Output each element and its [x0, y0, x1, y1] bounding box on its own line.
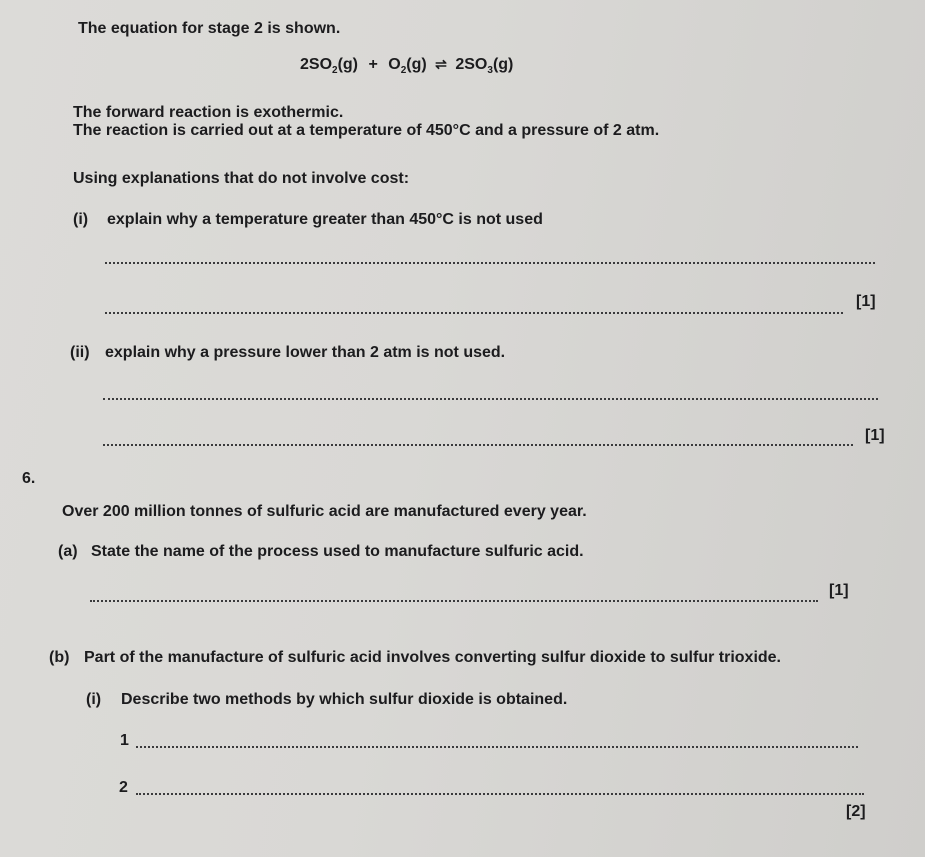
equilibrium-arrow: ⇌ — [435, 56, 447, 72]
question-6-intro: Over 200 million tonnes of sulfuric acid are manufactured every year. — [62, 503, 587, 520]
part-i-mark: [1] — [856, 293, 876, 310]
answer-line[interactable] — [105, 262, 875, 264]
part-b-question: Part of the manufacture of sulfuric acid involves converting sulfur dioxide to sulfur trioxide. — [84, 649, 781, 666]
answer-line[interactable] — [90, 600, 818, 602]
part-b-number: (b) — [49, 649, 70, 666]
part-i-number: (i) — [73, 211, 89, 228]
instruction-text: Using explanations that do not involve cost: — [73, 170, 410, 187]
part-ii-number: (ii) — [70, 344, 90, 361]
part-a-number: (a) — [58, 543, 78, 560]
exothermic-statement: The forward reaction is exothermic. — [73, 104, 344, 121]
stage2-intro: The equation for stage 2 is shown. — [78, 20, 341, 37]
eq-reactant-1: $2SO_2(g)$ — [300, 56, 359, 77]
answer-line[interactable] — [136, 793, 864, 795]
part-b-i-question: Describe two methods by which sulfur dioxide is obtained. — [121, 691, 568, 708]
answer-line[interactable] — [103, 398, 878, 400]
eq-reactant-2: $O_2(g)$ — [388, 56, 427, 77]
part-b-i-number: (i) — [86, 691, 102, 708]
answer-1-label: 1 — [120, 732, 129, 749]
chemical-equation — [300, 56, 513, 76]
part-a-question: State the name of the process used to manufacture sulfuric acid. — [91, 543, 584, 560]
answer-line[interactable] — [136, 746, 858, 748]
eq-product: $2SO_3(g)$ — [455, 56, 514, 77]
conditions-statement: The reaction is carried out at a temperature of 450°C and a pressure of 2 atm. — [73, 122, 660, 139]
eq-plus: + — [368, 56, 378, 73]
question-6-number: 6. — [22, 470, 36, 487]
part-b-i-mark: [2] — [846, 803, 866, 820]
part-ii-question: explain why a pressure lower than 2 atm is not used. — [105, 344, 506, 361]
part-i-question: explain why a temperature greater than 450°C is not used — [107, 211, 543, 228]
part-a-mark: [1] — [829, 582, 849, 599]
part-ii-mark: [1] — [865, 427, 885, 444]
answer-2-label: 2 — [119, 779, 128, 796]
answer-line[interactable] — [105, 312, 843, 314]
answer-line[interactable] — [103, 444, 853, 446]
